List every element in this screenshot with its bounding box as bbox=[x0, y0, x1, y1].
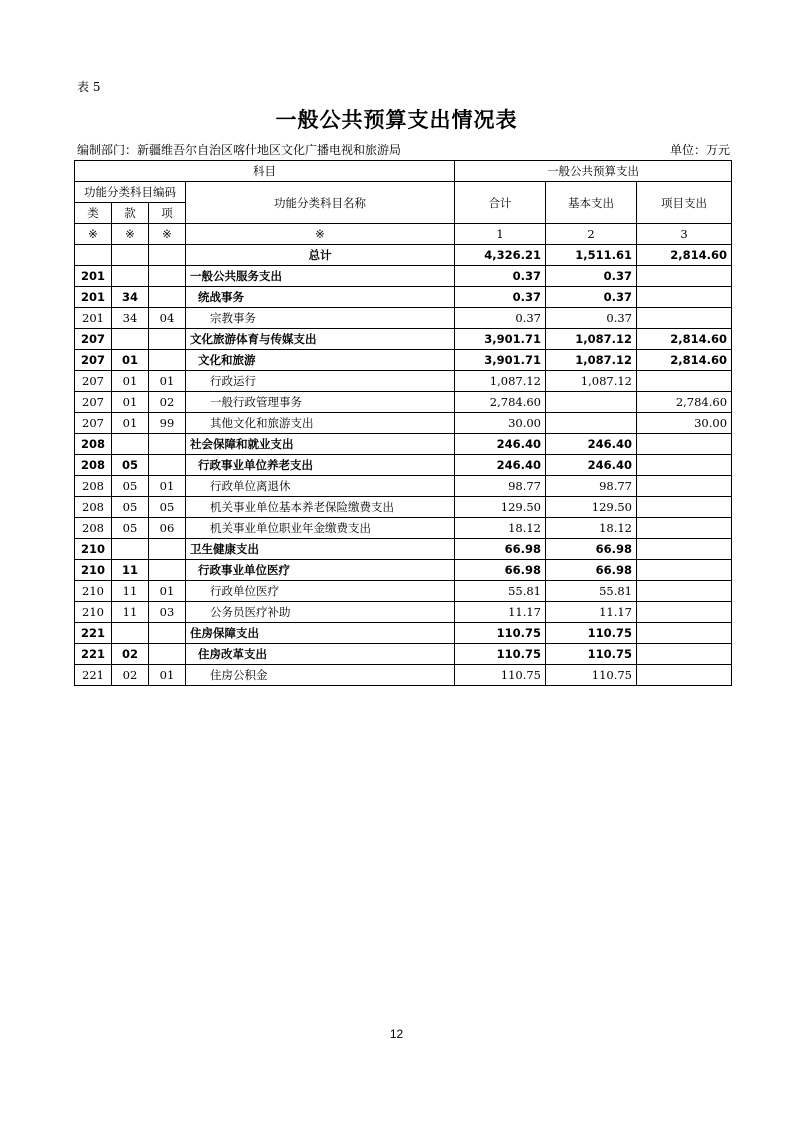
code-xiang bbox=[149, 623, 186, 644]
amount-basic: 11.17 bbox=[546, 602, 637, 623]
amount-project: 2,784.60 bbox=[637, 392, 732, 413]
code-lei: 207 bbox=[75, 371, 112, 392]
table-row bbox=[75, 329, 732, 350]
code-kuan: 05 bbox=[112, 455, 149, 476]
code-lei: 201 bbox=[75, 266, 112, 287]
header-name: 功能分类科目名称 bbox=[186, 182, 455, 224]
table-row bbox=[75, 308, 732, 329]
subject-name: 机关事业单位基本养老保险缴费支出 bbox=[186, 497, 455, 518]
table-row bbox=[75, 644, 732, 665]
header-index-row bbox=[75, 224, 732, 245]
subject-name: 行政单位医疗 bbox=[186, 581, 455, 602]
table-number-label: 表 5 bbox=[77, 80, 101, 94]
code-xiang: 01 bbox=[149, 665, 186, 686]
table-row bbox=[75, 497, 732, 518]
table-row bbox=[75, 392, 732, 413]
amount-project bbox=[637, 602, 732, 623]
table-row bbox=[75, 560, 732, 581]
table-row bbox=[75, 539, 732, 560]
page-title: 一般公共预算支出情况表 bbox=[275, 108, 518, 132]
code-lei: 201 bbox=[75, 308, 112, 329]
subject-name: 行政事业单位医疗 bbox=[186, 560, 455, 581]
code-kuan: 05 bbox=[112, 476, 149, 497]
table-row bbox=[75, 287, 732, 308]
total-cell-kuan bbox=[112, 245, 149, 266]
code-xiang: 02 bbox=[149, 392, 186, 413]
amount-total: 110.75 bbox=[455, 623, 546, 644]
table-row bbox=[75, 434, 732, 455]
code-xiang bbox=[149, 350, 186, 371]
amount-total: 0.37 bbox=[455, 287, 546, 308]
code-xiang bbox=[149, 560, 186, 581]
total-row bbox=[75, 245, 732, 266]
table-row bbox=[75, 371, 732, 392]
header-total: 合计 bbox=[455, 182, 546, 224]
code-lei: 208 bbox=[75, 476, 112, 497]
subject-name: 社会保障和就业支出 bbox=[186, 434, 455, 455]
amount-total: 55.81 bbox=[455, 581, 546, 602]
header-kuan: 款 bbox=[112, 203, 149, 224]
department-label: 编制部门：新疆维吾尔自治区喀什地区文化广播电视和旅游局 bbox=[77, 143, 402, 157]
total-cell-lei bbox=[75, 245, 112, 266]
code-kuan bbox=[112, 623, 149, 644]
amount-total: 3,901.71 bbox=[455, 350, 546, 371]
code-lei: 210 bbox=[75, 602, 112, 623]
amount-total: 98.77 bbox=[455, 476, 546, 497]
total-cell-xiang bbox=[149, 245, 186, 266]
amount-project bbox=[637, 623, 732, 644]
amount-project bbox=[637, 266, 732, 287]
code-lei: 210 bbox=[75, 560, 112, 581]
code-lei: 221 bbox=[75, 623, 112, 644]
amount-basic: 110.75 bbox=[546, 644, 637, 665]
total-basic: 1,511.61 bbox=[546, 245, 637, 266]
code-kuan: 02 bbox=[112, 644, 149, 665]
code-xiang: 05 bbox=[149, 497, 186, 518]
code-lei: 221 bbox=[75, 665, 112, 686]
code-kuan: 11 bbox=[112, 602, 149, 623]
amount-basic: 66.98 bbox=[546, 560, 637, 581]
code-xiang: 01 bbox=[149, 476, 186, 497]
code-lei: 210 bbox=[75, 539, 112, 560]
table-row bbox=[75, 350, 732, 371]
amount-basic: 1,087.12 bbox=[546, 371, 637, 392]
code-kuan bbox=[112, 434, 149, 455]
amount-basic: 66.98 bbox=[546, 539, 637, 560]
amount-basic: 98.77 bbox=[546, 476, 637, 497]
table-row bbox=[75, 266, 732, 287]
subject-name: 机关事业单位职业年金缴费支出 bbox=[186, 518, 455, 539]
header-code-group: 功能分类科目编码 bbox=[75, 182, 186, 203]
subject-name: 统战事务 bbox=[186, 287, 455, 308]
amount-total: 3,901.71 bbox=[455, 329, 546, 350]
amount-total: 11.17 bbox=[455, 602, 546, 623]
code-kuan: 05 bbox=[112, 518, 149, 539]
amount-basic: 129.50 bbox=[546, 497, 637, 518]
code-kuan: 02 bbox=[112, 665, 149, 686]
table-row bbox=[75, 476, 732, 497]
code-kuan: 34 bbox=[112, 287, 149, 308]
index-mark-kuan: ※ bbox=[112, 224, 149, 245]
code-lei: 208 bbox=[75, 518, 112, 539]
amount-total: 18.12 bbox=[455, 518, 546, 539]
subject-name: 住房改革支出 bbox=[186, 644, 455, 665]
subject-name: 文化和旅游 bbox=[186, 350, 455, 371]
amount-project bbox=[637, 434, 732, 455]
amount-project bbox=[637, 308, 732, 329]
subject-name: 行政事业单位养老支出 bbox=[186, 455, 455, 476]
amount-project: 2,814.60 bbox=[637, 329, 732, 350]
total-amount: 4,326.21 bbox=[455, 245, 546, 266]
amount-project bbox=[637, 455, 732, 476]
amount-total: 246.40 bbox=[455, 455, 546, 476]
code-lei: 221 bbox=[75, 644, 112, 665]
code-xiang bbox=[149, 434, 186, 455]
amount-total: 66.98 bbox=[455, 539, 546, 560]
index-3: 3 bbox=[637, 224, 732, 245]
code-kuan: 11 bbox=[112, 581, 149, 602]
code-xiang: 04 bbox=[149, 308, 186, 329]
subject-name: 文化旅游体育与传媒支出 bbox=[186, 329, 455, 350]
amount-basic bbox=[546, 413, 637, 434]
index-2: 2 bbox=[546, 224, 637, 245]
table-row bbox=[75, 413, 732, 434]
code-xiang bbox=[149, 644, 186, 665]
total-label: 总计 bbox=[186, 245, 455, 266]
header-xiang: 项 bbox=[149, 203, 186, 224]
index-1: 1 bbox=[455, 224, 546, 245]
subject-name: 其他文化和旅游支出 bbox=[186, 413, 455, 434]
amount-total: 1,087.12 bbox=[455, 371, 546, 392]
index-mark-lei: ※ bbox=[75, 224, 112, 245]
amount-project bbox=[637, 539, 732, 560]
subject-name: 卫生健康支出 bbox=[186, 539, 455, 560]
amount-project bbox=[637, 644, 732, 665]
code-lei: 210 bbox=[75, 581, 112, 602]
code-xiang bbox=[149, 266, 186, 287]
code-kuan: 34 bbox=[112, 308, 149, 329]
header-subject: 科目 bbox=[75, 161, 455, 182]
code-xiang bbox=[149, 455, 186, 476]
index-mark-name: ※ bbox=[186, 224, 455, 245]
amount-basic: 18.12 bbox=[546, 518, 637, 539]
code-lei: 208 bbox=[75, 434, 112, 455]
amount-basic: 246.40 bbox=[546, 434, 637, 455]
header-project: 项目支出 bbox=[637, 182, 732, 224]
amount-total: 129.50 bbox=[455, 497, 546, 518]
code-kuan: 01 bbox=[112, 350, 149, 371]
amount-total: 110.75 bbox=[455, 665, 546, 686]
amount-project bbox=[637, 560, 732, 581]
header-row-2 bbox=[75, 182, 732, 203]
amount-total: 110.75 bbox=[455, 644, 546, 665]
subject-name: 宗教事务 bbox=[186, 308, 455, 329]
code-lei: 207 bbox=[75, 350, 112, 371]
table-row bbox=[75, 581, 732, 602]
total-project: 2,814.60 bbox=[637, 245, 732, 266]
header-budget-group: 一般公共预算支出 bbox=[455, 161, 732, 182]
code-xiang: 99 bbox=[149, 413, 186, 434]
amount-total: 0.37 bbox=[455, 266, 546, 287]
amount-basic: 110.75 bbox=[546, 623, 637, 644]
table-row bbox=[75, 623, 732, 644]
code-kuan bbox=[112, 266, 149, 287]
table-row bbox=[75, 602, 732, 623]
amount-basic: 1,087.12 bbox=[546, 329, 637, 350]
amount-total: 246.40 bbox=[455, 434, 546, 455]
subject-name: 住房公积金 bbox=[186, 665, 455, 686]
subject-name: 一般公共服务支出 bbox=[186, 266, 455, 287]
code-xiang: 01 bbox=[149, 371, 186, 392]
table-row bbox=[75, 665, 732, 686]
amount-project bbox=[637, 665, 732, 686]
amount-project bbox=[637, 518, 732, 539]
code-xiang bbox=[149, 287, 186, 308]
code-lei: 208 bbox=[75, 497, 112, 518]
code-kuan: 11 bbox=[112, 560, 149, 581]
amount-project bbox=[637, 581, 732, 602]
code-xiang bbox=[149, 329, 186, 350]
header-lei: 类 bbox=[75, 203, 112, 224]
header-row-1 bbox=[75, 161, 732, 182]
code-xiang: 01 bbox=[149, 581, 186, 602]
table-row bbox=[75, 518, 732, 539]
code-kuan: 05 bbox=[112, 497, 149, 518]
code-lei: 207 bbox=[75, 392, 112, 413]
subject-name: 住房保障支出 bbox=[186, 623, 455, 644]
unit-label: 单位：万元 bbox=[669, 143, 730, 157]
amount-basic: 55.81 bbox=[546, 581, 637, 602]
header-basic: 基本支出 bbox=[546, 182, 637, 224]
subject-name: 一般行政管理事务 bbox=[186, 392, 455, 413]
code-kuan: 01 bbox=[112, 413, 149, 434]
amount-project bbox=[637, 287, 732, 308]
code-lei: 207 bbox=[75, 329, 112, 350]
subject-name: 行政单位离退休 bbox=[186, 476, 455, 497]
code-lei: 207 bbox=[75, 413, 112, 434]
page-number: 12 bbox=[389, 1027, 404, 1041]
amount-project: 30.00 bbox=[637, 413, 732, 434]
amount-basic: 110.75 bbox=[546, 665, 637, 686]
code-kuan: 01 bbox=[112, 392, 149, 413]
amount-basic: 0.37 bbox=[546, 308, 637, 329]
budget-table bbox=[74, 160, 732, 686]
amount-basic: 0.37 bbox=[546, 266, 637, 287]
code-kuan: 01 bbox=[112, 371, 149, 392]
amount-basic: 0.37 bbox=[546, 287, 637, 308]
code-kuan bbox=[112, 539, 149, 560]
code-lei: 208 bbox=[75, 455, 112, 476]
amount-project bbox=[637, 497, 732, 518]
code-lei: 201 bbox=[75, 287, 112, 308]
code-xiang: 06 bbox=[149, 518, 186, 539]
amount-total: 30.00 bbox=[455, 413, 546, 434]
amount-basic bbox=[546, 392, 637, 413]
table-row bbox=[75, 455, 732, 476]
amount-project bbox=[637, 371, 732, 392]
amount-total: 66.98 bbox=[455, 560, 546, 581]
index-mark-xiang: ※ bbox=[149, 224, 186, 245]
amount-basic: 246.40 bbox=[546, 455, 637, 476]
subject-name: 行政运行 bbox=[186, 371, 455, 392]
code-kuan bbox=[112, 329, 149, 350]
amount-total: 2,784.60 bbox=[455, 392, 546, 413]
code-xiang bbox=[149, 539, 186, 560]
amount-project bbox=[637, 476, 732, 497]
code-xiang: 03 bbox=[149, 602, 186, 623]
amount-total: 0.37 bbox=[455, 308, 546, 329]
amount-project: 2,814.60 bbox=[637, 350, 732, 371]
subject-name: 公务员医疗补助 bbox=[186, 602, 455, 623]
amount-basic: 1,087.12 bbox=[546, 350, 637, 371]
